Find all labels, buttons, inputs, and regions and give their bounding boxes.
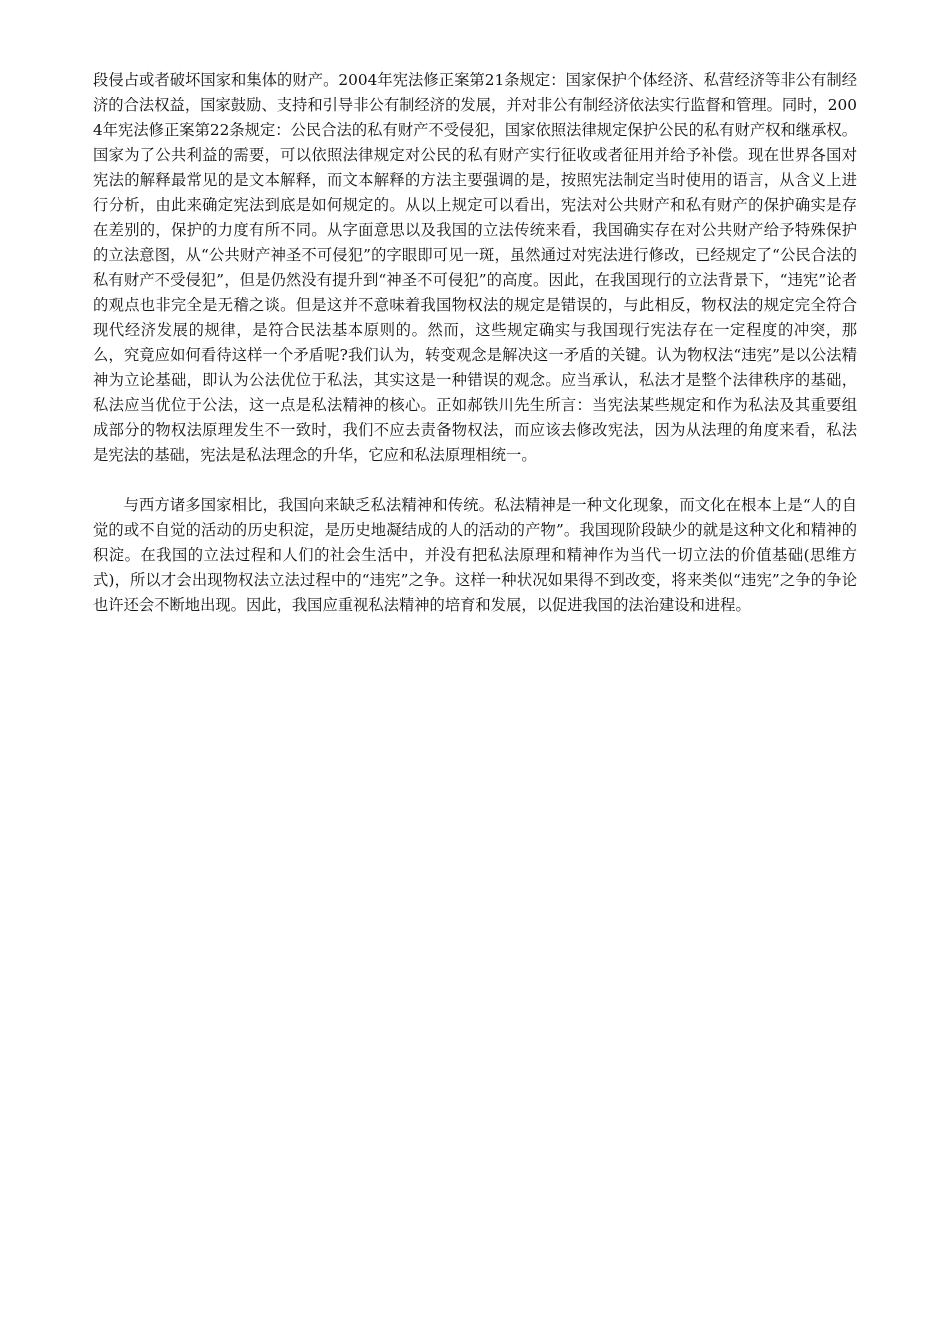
document-page: [93, 68, 857, 618]
paragraph-2: 与西方诸多国家相比，我国向来缺乏私法精神和传统。私法精神是一种文化现象，而文化在根本上是“人的自觉的或不自觉的活动的历史积淀，是历史地凝结成的人的活动的产物”。我国现阶段缺少的就是这种文化和精神的积淀。在我国的立法过程和人们的社会生活中，并没有把私法原理和精神作为当代一切立法的价值基础(思维方式)，所以才会出现物权法立法过程中的“违宪”之争。这样一种状况如果得不到改变，将来类似“违宪”之争的争论也许还会不断地出现。因此，我国应重视私法精神的培育和发展，以促进我国的法治建设和进程。: [93, 496, 857, 614]
paragraph-1: 段侵占或者破坏国家和集体的财产。2004年宪法修正案第21条规定：国家保护个体经济、私营经济等非公有制经济的合法权益，国家鼓励、支持和引导非公有制经济的发展，并对非公有制经济依法实行监督和管理。同时，2004年宪法修正案第22条规定：公民合法的私有财产不受侵犯，国家依照法律规定保护公民的私有财产权和继承权。国家为了公共利益的需要，可以依照法律规定对公民的私有财产实行征收或者征用并给予补偿。现在世界各国对宪法的解释最常见的是文本解释，而文本解释的方法主要强调的是，按照宪法制定当时使用的语言，从含义上进行分析，由此来确定宪法到底是如何规定的。从以上规定可以看出，宪法对公共财产和私有财产的保护确实是存在差别的，保护的力度有所不同。从字面意思以及我国的立法传统来看，我国确实存在对公共财产给予特殊保护的立法意图，从“公共财产神圣不可侵犯”的字眼即可见一斑，虽然通过对宪法进行修改，已经规定了“公民合法的私有财产不受侵犯”，但是仍然没有提升到“神圣不可侵犯”的高度。因此，在我国现行的立法背景下，“违宪”论者的观点也非完全是无稽之谈。但是这并不意味着我国物权法的规定是错误的，与此相反，物权法的规定完全符合现代经济发展的规律，是符合民法基本原则的。然而，这些规定确实与我国现行宪法存在一定程度的冲突，那么，究竟应如何看待这样一个矛盾呢?我们认为，转变观念是解决这一矛盾的关键。认为物权法“违宪”是以公法精神为立论基础，即认为公法优位于私法，其实这是一种错误的观念。应当承认，私法才是整个法律秩序的基础，私法应当优位于公法，这一点是私法精神的核心。正如郝铁川先生所言：当宪法某些规定和作为私法及其重要组成部分的物权法原理发生不一致时，我们不应去责备物权法，而应该去修改宪法，因为从法理的角度来看，私法是宪法的基础，宪法是私法理念的升华，它应和私法原理相统一。: [93, 71, 857, 464]
